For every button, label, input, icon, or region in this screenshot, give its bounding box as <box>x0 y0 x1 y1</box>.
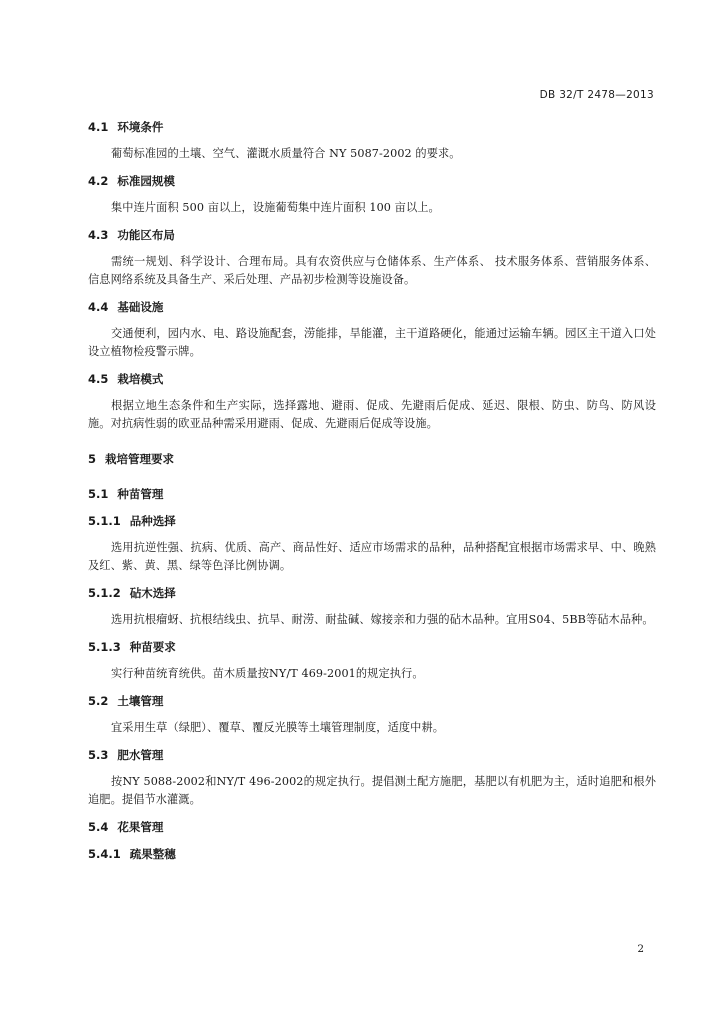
section-title: 标准园规模 <box>117 174 175 188</box>
section-number: 5.1.2 <box>88 586 121 600</box>
section-paragraph: 葡萄标准园的土壤、空气、灌溉水质量符合 NY 5087-2002 的要求。 <box>111 147 461 160</box>
section-heading <box>88 118 656 136</box>
section-heading <box>88 172 656 190</box>
document-body <box>88 118 656 863</box>
section-number: 4.4 <box>88 300 109 314</box>
section-number: 5.4.1 <box>88 847 121 861</box>
standard-code: DB 32/T 2478—2013 <box>539 89 654 101</box>
section-number: 5.2 <box>88 694 109 708</box>
section-paragraph: 实行种苗统育统供。苗木质量按NY/T 469-2001的规定执行。 <box>111 667 424 680</box>
subsection-heading <box>88 638 656 656</box>
section-heading <box>88 370 656 388</box>
section-paragraph: 集中连片面积 500 亩以上，设施葡萄集中连片面积 100 亩以上。 <box>111 201 440 214</box>
section-title: 种苗管理 <box>117 487 164 501</box>
section-number: 5.1 <box>88 487 109 501</box>
section-title: 基础设施 <box>117 300 164 314</box>
subsection-heading <box>88 584 656 602</box>
section-heading <box>88 818 656 836</box>
page-number: 2 <box>637 943 644 955</box>
section-title: 品种选择 <box>129 514 176 528</box>
section-number: 5.3 <box>88 748 109 762</box>
subsection-heading <box>88 512 656 530</box>
section-heading <box>88 746 656 764</box>
section-title: 花果管理 <box>117 820 164 834</box>
section-paragraph: 根据立地生态条件和生产实际，选择露地、避雨、促成、先避雨后促成、延迟、限根、防虫、防鸟、防风设施。对抗病性弱的欧亚品种需采用避雨、促成、先避雨后促成等设施。 <box>88 399 656 430</box>
section-paragraph: 选用抗逆性强、抗病、优质、高产、商品性好、适应市场需求的品种，品种搭配宜根据市场需求早、中、晚熟及红、紫、黄、黑、绿等色泽比例协调。 <box>88 541 656 572</box>
section-paragraph: 按NY 5088-2002和NY/T 496-2002的规定执行。提倡测土配方施肥，基肥以有机肥为主，适时追肥和根外追肥。提倡节水灌溉。 <box>88 775 656 806</box>
section-number: 5 <box>88 452 97 466</box>
section-title: 疏果整穗 <box>129 847 176 861</box>
section-title: 肥水管理 <box>117 748 164 762</box>
section-number: 5.4 <box>88 820 109 834</box>
section-title: 功能区布局 <box>117 228 175 242</box>
section-paragraph: 需统一规划、科学设计、合理布局。具有农资供应与仓储体系、生产体系、 技术服务体系、营销服务体系、 信息网络系统及具备生产、采后处理、产品初步检测等设施设备。 <box>88 255 656 286</box>
section-heading <box>88 298 656 316</box>
section-title: 栽培模式 <box>117 372 164 386</box>
subsection-heading <box>88 845 656 863</box>
section-number: 5.1.1 <box>88 514 121 528</box>
section-title: 砧木选择 <box>129 586 176 600</box>
section-number: 4.5 <box>88 372 109 386</box>
section-title: 栽培管理要求 <box>105 452 175 466</box>
section-paragraph: 宜采用生草（绿肥）、覆草、覆反光膜等土壤管理制度，适度中耕。 <box>111 721 445 734</box>
section-paragraph: 选用抗根瘤蚜、抗根结线虫、抗旱、耐涝、耐盐碱、嫁接亲和力强的砧木品种。宜用S04、5BB等砧木品种。 <box>111 613 654 626</box>
chapter-heading <box>88 450 656 468</box>
section-number: 5.1.3 <box>88 640 121 654</box>
section-heading <box>88 226 656 244</box>
section-heading <box>88 485 656 503</box>
section-title: 土壤管理 <box>117 694 164 708</box>
section-paragraph: 交通便利，园内水、电、路设施配套，涝能排，旱能灌，主干道路硬化，能通过运输车辆。园区主干道入口处设立植物检疫警示牌。 <box>88 327 656 358</box>
section-title: 种苗要求 <box>129 640 176 654</box>
section-number: 4.2 <box>88 174 109 188</box>
section-number: 4.3 <box>88 228 109 242</box>
section-number: 4.1 <box>88 120 109 134</box>
section-title: 环境条件 <box>117 120 164 134</box>
section-heading <box>88 692 656 710</box>
